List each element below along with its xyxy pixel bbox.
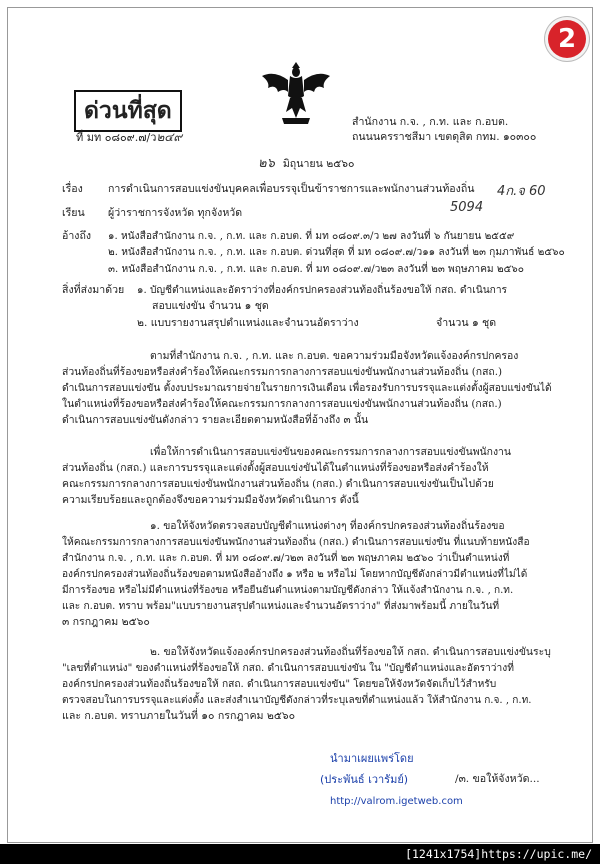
reference-item: ๒. หนังสือสำนักงาน ก.จ. , ก.ท. และ ก.อบต. ด่วนที่สุด ที่ มท ๐๘๐๙.๗/ว๑๑ ลงวันที่ ๒๓ กุมภาพันธ์ ๒๕๖๐ (108, 247, 565, 258)
garuda-emblem-icon (260, 62, 332, 128)
doc-number-handwritten: ๒๔๙ (156, 130, 183, 144)
paragraph-3-line: ๓ กรกฎาคม ๒๕๖๐ (62, 616, 150, 628)
reference-item: ๓. หนังสือสำนักงาน ก.จ. , ก.ท. และ ก.อบต. ที่ มท ๐๘๐๙.๗/ว๒๓ ลงวันที่ ๒๓ พฤษภาคม ๒๕๖๐ (108, 264, 524, 275)
enclosure-label: สิ่งที่ส่งมาด้วย (62, 284, 125, 296)
continued-marker: /๓. ขอให้จังหวัด... (455, 773, 540, 785)
paragraph-1-line: ในตำแหน่งที่ร้องขอหรือส่งคำร้องให้คณะกรรมการกลางการสอบแข่งขันพนักงานส่วนท้องถิ่น (กสถ.) (62, 398, 502, 410)
to-text: ผู้ว่าราชการจังหวัด ทุกจังหวัด (108, 207, 243, 219)
paragraph-4-line: องค์กรปกครองส่วนท้องถิ่นร้องขอให้ กสถ. ดำเนินการสอบแข่งขัน" โดยขอให้จังหวัดจัดเก็บไว้สำหรับ (62, 679, 497, 690)
received-number-handwritten: 5094 (450, 200, 484, 215)
paragraph-3-line: ๑. ขอให้จังหวัดตรวจสอบบัญชีตำแหน่งต่างๆ ที่องค์กรปกครองส่วนท้องถิ่นร้องขอ (150, 520, 505, 532)
paragraph-3-line: องค์กรปกครองส่วนท้องถิ่นร้องขอตามหนังสืออ้างถึง ๑ หรือ ๒ หรือไม่ โดยหากบัญชีดังกล่าวมีตำแหน่งที่ไม่ได้ (62, 569, 528, 580)
paragraph-3-line: มีการร้องขอ หรือไม่มีตำแหน่งที่ร้องขอ หรือยืนยันตำแหน่งตามบัญชีดังกล่าว ให้แจ้งสำนักงาน ก.จ. , ก.ท. (62, 585, 514, 596)
paragraph-4-line: และ ก.อบต. ทราบภายในวันที่ ๑๐ กรกฎาคม ๒๕๖๐ (62, 710, 296, 722)
subject-label: เรื่อง (62, 183, 83, 195)
subject-text: การดำเนินการสอบแข่งขันบุคคลเพื่อบรรจุเป็นข้าราชการและพนักงานส่วนท้องถิ่น (108, 183, 475, 195)
paragraph-2-line: ส่วนท้องถิ่น (กสถ.) และการบรรจุและแต่งตั้งผู้สอบแข่งขันได้ในตำแหน่งที่ร้องขอหรือส่งคำร้องให้ (62, 462, 489, 474)
image-host-footer: [1241x1754]https://upic.me/ (0, 844, 600, 864)
reference-label: อ้างถึง (62, 230, 92, 242)
paragraph-2-line: ความเรียบร้อยและถูกต้องจึงขอความร่วมมือจังหวัดดำเนินการ ดังนี้ (62, 494, 359, 506)
to-label: เรียน (62, 207, 85, 219)
paragraph-3-line: สำนักงาน ก.จ. , ก.ท. และ ก.อบต. ที่ มท ๐๘๐๙.๗/ว๒๓ ลงวันที่ ๒๓ พฤษภาคม ๒๕๖๐ ว่าเป็นตำแหน่งที่ (62, 553, 510, 564)
date-month-year: มิถุนายน ๒๕๖๐ (282, 158, 355, 170)
publisher-url[interactable]: http://valrom.igetweb.com (330, 796, 463, 807)
paragraph-3-line: และ ก.อบต. ทราบ พร้อม"แบบรายงานสรุปตำแหน่งและจำนวนอัตราว่าง" ที่ส่งมาพร้อมนี้ ภายในวันที่ (62, 601, 500, 612)
publisher-name: (ประพันธ์ เวารัมย์) (320, 773, 409, 786)
office-address: ถนนนครราชสีมา เขตดุสิต กทม. ๑๐๓๐๐ (352, 131, 537, 143)
channel-2-logo: 2 (548, 20, 586, 58)
urgency-stamp: ด่วนที่สุด (74, 90, 182, 132)
paragraph-2-line: เพื่อให้การดำเนินการสอบแข่งขันของคณะกรรมการกลางการสอบแข่งขันพนักงาน (150, 446, 511, 458)
enclosure-item-2-qty: จำนวน ๑ ชุด (436, 317, 497, 329)
paragraph-4-line: "เลขที่ตำแหน่ง" ของตำแหน่งที่ร้องขอให้ กสถ. ดำเนินการสอบแข่งขัน ใน "บัญชีตำแหน่งและอัตราว่างที่ (62, 663, 514, 674)
subject-handwritten-note: 4ก.จ 60 (497, 184, 546, 199)
publisher-label: นำมาเผยแพร่โดย (330, 752, 414, 765)
date-day-handwritten: ๒๖ (258, 156, 275, 171)
paragraph-1-line: ตามที่สำนักงาน ก.จ. , ก.ท. และ ก.อบต. ขอความร่วมมือจังหวัดแจ้งองค์กรปกครอง (150, 350, 519, 362)
enclosure-item-1: ๑. บัญชีตำแหน่งและอัตราว่างที่องค์กรปกครองส่วนท้องถิ่นร้องขอให้ กสถ. ดำเนินการ (137, 285, 508, 296)
enclosure-item-1-qty: สอบแข่งขัน จำนวน ๑ ชุด (152, 300, 269, 312)
paragraph-1-line: ส่วนท้องถิ่นที่ร้องขอหรือส่งคำร้องให้คณะกรรมการกลางการสอบแข่งขันพนักงานส่วนท้องถิ่น (กสถ.) (62, 366, 503, 378)
reference-item: ๑. หนังสือสำนักงาน ก.จ. , ก.ท. และ ก.อบต. ที่ มท ๐๘๐๙.๓/ว ๒๗ ลงวันที่ ๖ กันยายน ๒๕๕๙ (108, 231, 515, 242)
paragraph-4-line: ๒. ขอให้จังหวัดแจ้งองค์กรปกครองส่วนท้องถิ่นที่ร้องขอให้ กสถ. ดำเนินการสอบแข่งขันระบุ (150, 646, 551, 658)
enclosure-item-2: ๒. แบบรายงานสรุปตำแหน่งและจำนวนอัตราว่าง (137, 317, 359, 329)
doc-number: ที่ มท ๐๘๐๙.๗/ว (76, 131, 157, 144)
paragraph-2-line: คณะกรรมการกลางการสอบแข่งขันพนักงานส่วนท้องถิ่น (กสถ.) ดำเนินการสอบแข่งขันเป็นไปด้วย (62, 478, 494, 490)
paragraph-1-line: ดำเนินการสอบแข่งขันดังกล่าว รายละเอียดตามหนังสือที่อ้างถึง ๓ นั้น (62, 414, 369, 426)
office-name: สำนักงาน ก.จ. , ก.ท. และ ก.อบต. (352, 116, 509, 128)
paragraph-1-line: ดำเนินการสอบแข่งขัน ตั้งงบประมาณรายจ่ายในรายการเงินเดือน เพื่อรองรับการบรรจุและแต่งตั้งผู้สอบแข่งขันได้ (62, 383, 552, 394)
paragraph-4-line: ตรวจสอบในการบรรจุและแต่งตั้ง และส่งสำเนาบัญชีดังกล่าวที่ระบุเลขที่ตำแหน่งแล้ว ให้สำนักงาน ก.จ. , ก.ท. (62, 695, 532, 706)
paragraph-3-line: ให้คณะกรรมการกลางการสอบแข่งขันพนักงานส่วนท้องถิ่น (กสถ.) ดำเนินการสอบแข่งขัน ที่แนบท้ายหนังสือ (62, 537, 530, 548)
